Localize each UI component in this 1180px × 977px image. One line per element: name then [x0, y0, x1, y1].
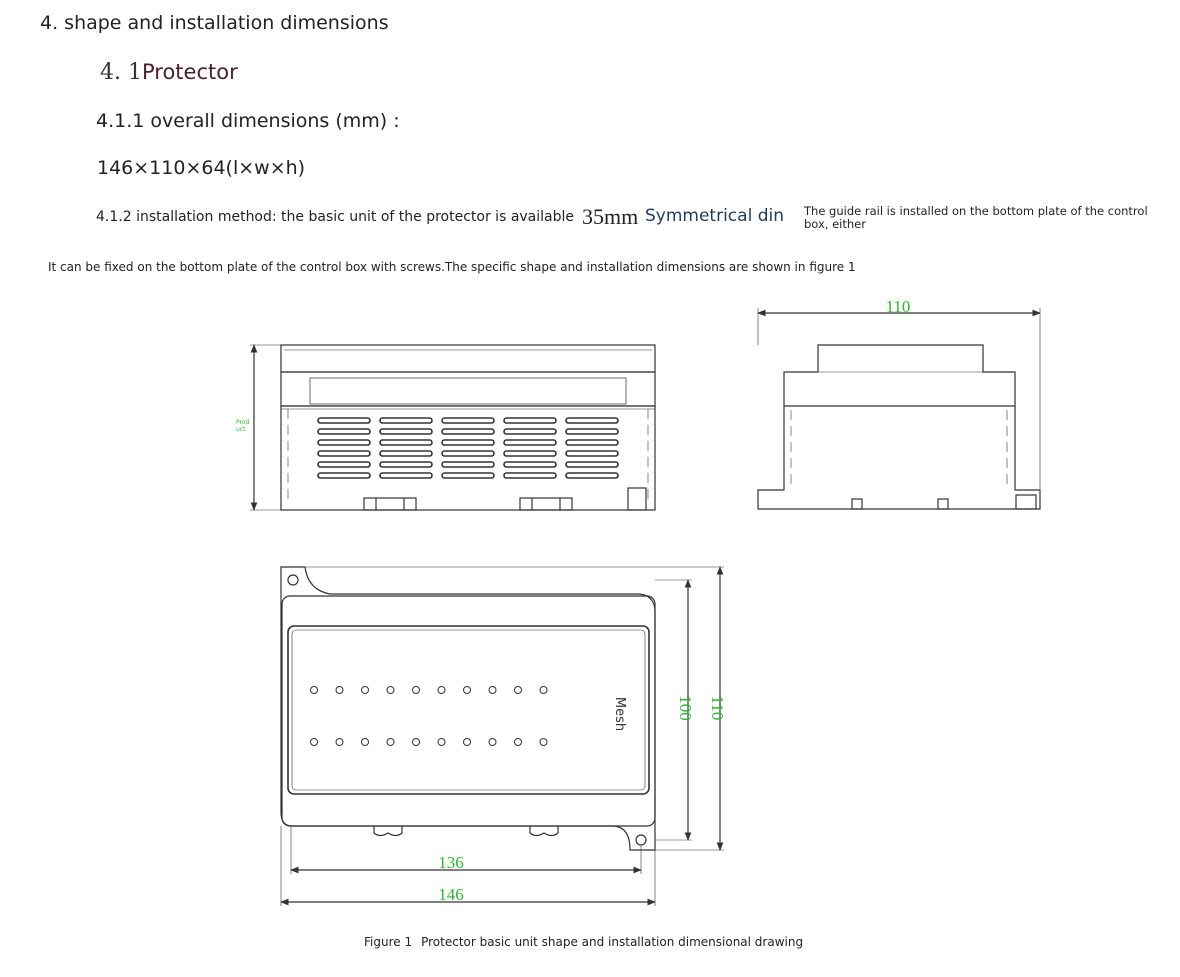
figure-caption-text: Protector basic unit shape and installation dimensional drawing [421, 935, 804, 949]
section-heading: 4. shape and installation dimensions [40, 12, 389, 34]
rail-size: 35mm [582, 204, 639, 229]
mesh-label: Mesh [612, 696, 627, 732]
installation-method-heading: 4.1.2 installation method: the basic unit of the protector is available [96, 209, 575, 225]
subsection-title: Protector [141, 60, 238, 84]
screw-fixing-text: It can be fixed on the bottom plate of the control box with screws.The specific shape and installation dimensions are shown in figure 1 [48, 260, 856, 274]
top-view [281, 567, 724, 906]
figure-caption [364, 935, 803, 949]
top-width-outer-dimension: 146 [438, 885, 464, 904]
top-height-outer-dimension: 110 [708, 695, 727, 721]
rail-note: The guide rail is installed on the bottom plate of the control box, either [804, 204, 1148, 231]
top-height-inner-dimension: 100 [676, 695, 695, 721]
side-width-dimension: 110 [885, 297, 911, 316]
subsection-number: 4. 1 [100, 60, 142, 85]
front-view [250, 345, 655, 510]
side-view [758, 308, 1040, 509]
figure-number: Figure 1 [364, 935, 413, 949]
overall-dimensions-value: 146×110×64(l×w×h) [97, 157, 306, 179]
product-label-2: uct [236, 426, 246, 433]
top-width-inner-dimension: 136 [438, 853, 464, 872]
terminal-holes [311, 687, 548, 746]
overall-dimensions-heading: 4.1.1 overall dimensions (mm) : [96, 110, 400, 132]
vent-slots [318, 418, 618, 478]
product-label: Prod [236, 419, 250, 426]
rail-type: Symmetrical din [645, 206, 784, 226]
